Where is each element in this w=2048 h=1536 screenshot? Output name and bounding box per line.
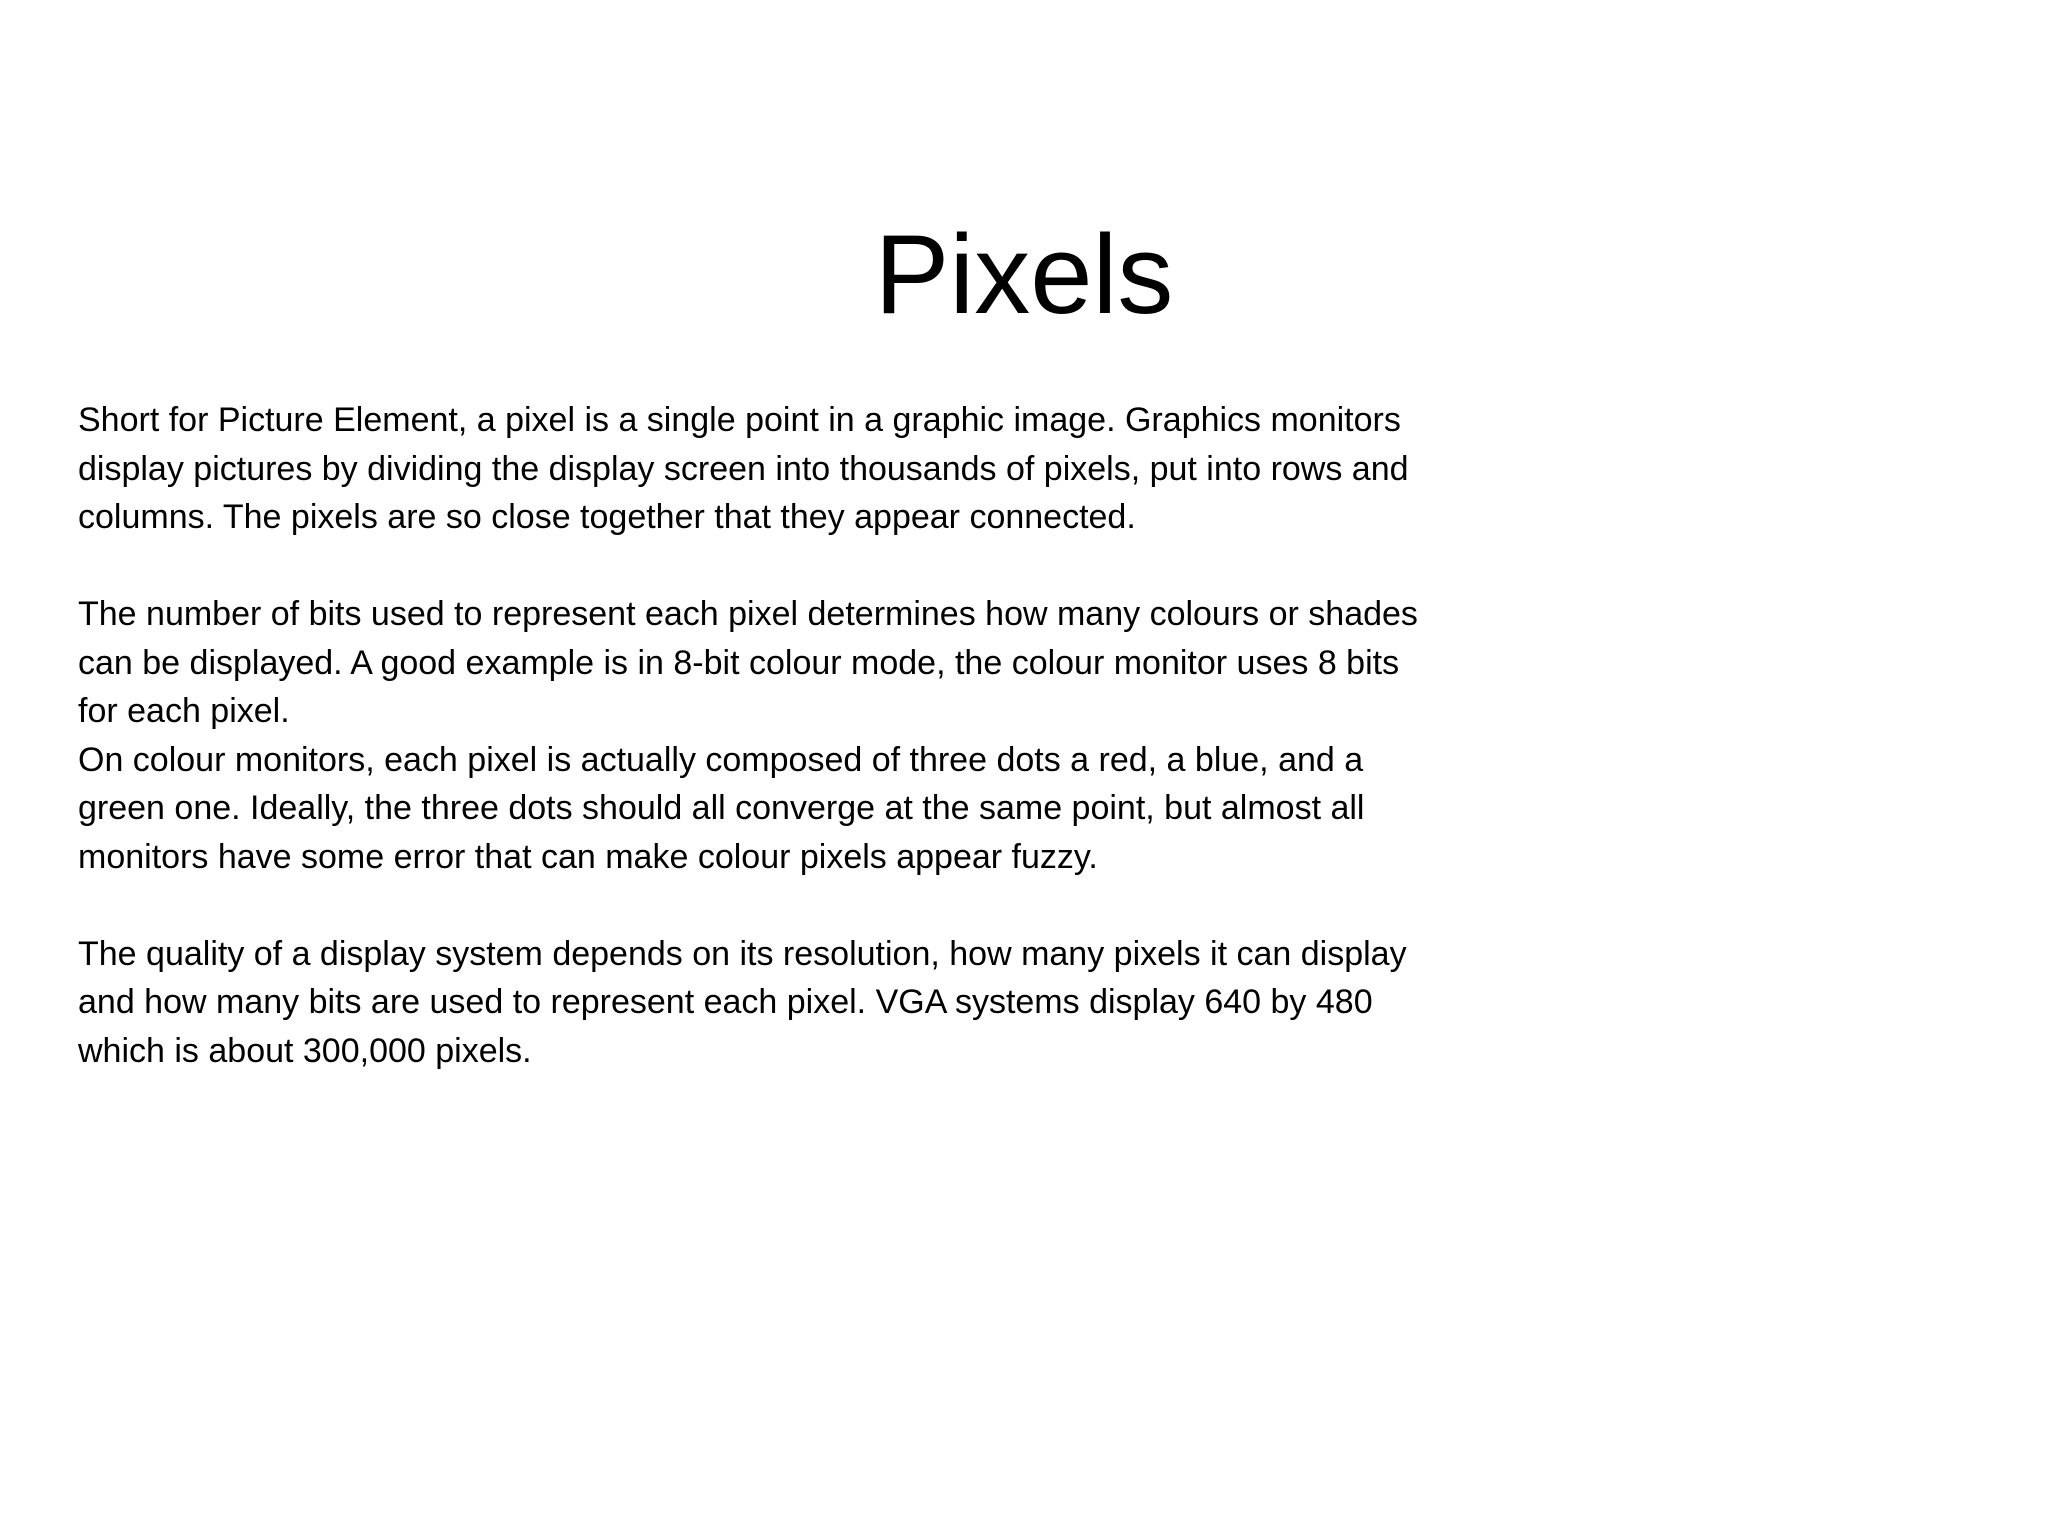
paragraph-colour-monitors bbox=[78, 736, 1638, 882]
text-line: and how many bits are used to represent each pixel. VGA systems display 640 by 480 bbox=[78, 983, 1373, 1021]
text-line: The quality of a display system depends on its resolution, how many pixels it can display bbox=[78, 934, 1407, 973]
text-line: for each pixel. bbox=[78, 692, 290, 730]
paragraph-spacer bbox=[78, 881, 1638, 930]
text-line: which is about 300,000 pixels. bbox=[78, 1031, 532, 1070]
slide-body bbox=[78, 396, 1638, 1075]
slide-title: Pixels bbox=[874, 212, 1174, 337]
text-line: monitors have some error that can make colour pixels appear fuzzy. bbox=[78, 837, 1098, 876]
paragraph-pixel-definition bbox=[78, 396, 1638, 542]
paragraph-display-quality bbox=[78, 930, 1638, 1076]
paragraph-spacer bbox=[78, 542, 1638, 591]
text-line: display pictures by dividing the display screen into thousands of pixels, put into rows and bbox=[78, 449, 1409, 488]
text-line: Short for Picture Element, a pixel is a single point in a graphic image. Graphics monitors bbox=[78, 401, 1401, 439]
text-line: green one. Ideally, the three dots should all converge at the same point, but almost all bbox=[78, 789, 1365, 827]
text-line: On colour monitors, each pixel is actually composed of three dots a red, a blue, and a bbox=[78, 740, 1364, 779]
text-line: columns. The pixels are so close together that they appear connected. bbox=[78, 498, 1136, 536]
text-line: can be displayed. A good example is in 8-bit colour mode, the colour monitor uses 8 bits bbox=[78, 643, 1400, 682]
text-line: The number of bits used to represent each pixel determines how many colours or shades bbox=[78, 595, 1418, 633]
paragraph-bits-per-pixel bbox=[78, 590, 1638, 736]
